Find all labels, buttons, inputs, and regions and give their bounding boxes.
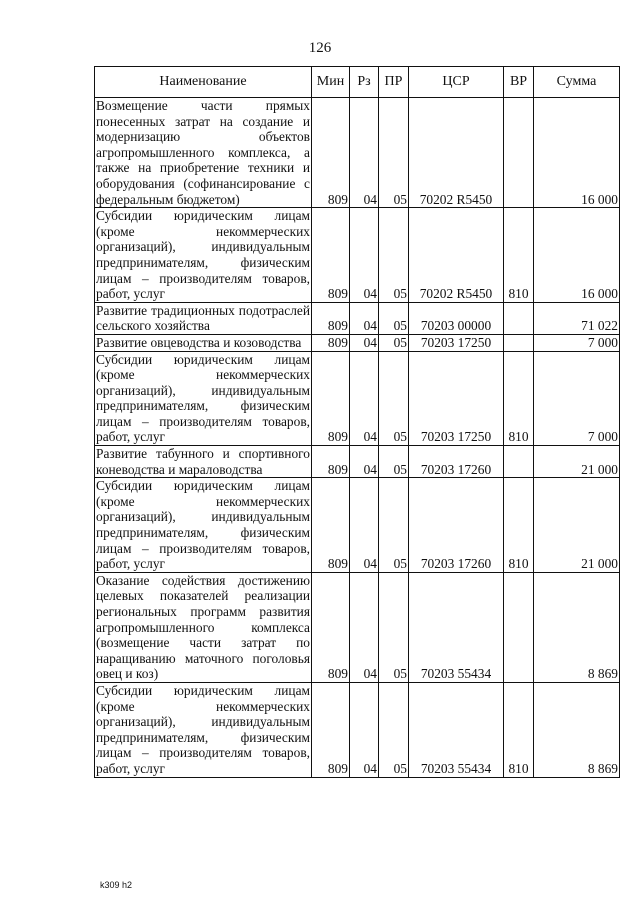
row-rz: 04 — [350, 572, 379, 682]
row-sum: 7 000 — [534, 334, 620, 351]
row-csr: 70203 00000 — [409, 302, 504, 334]
row-rz: 04 — [350, 446, 379, 478]
row-sum: 16 000 — [534, 208, 620, 303]
row-name: Развитие овцеводства и козоводства — [95, 334, 312, 351]
row-rz: 04 — [350, 334, 379, 351]
row-rz: 04 — [350, 98, 379, 208]
row-csr: 70203 17250 — [409, 334, 504, 351]
row-min: 809 — [312, 682, 350, 777]
row-vr: 810 — [504, 682, 534, 777]
row-name: Развитие традиционных подотраслей сельского хозяйства — [96, 302, 310, 334]
row-min: 809 — [312, 446, 350, 478]
table-row — [95, 208, 620, 303]
row-min: 809 — [312, 351, 350, 446]
row-rz: 04 — [350, 682, 379, 777]
row-csr: 70203 17260 — [409, 446, 504, 478]
row-pr: 05 — [379, 478, 409, 573]
row-pr: 05 — [379, 208, 409, 303]
row-name: Субсидии юридическим лицам (кроме некоммерческих организаций), индивидуальным предпринимателям, физическим лицам – производителям товаров, работ, услуг — [96, 682, 310, 776]
row-name: Оказание содействия достижению целевых показателей реализации региональных программ развития агропромышленного комплекса (возмещение части затрат по наращиванию маточного поголовья овец и коз) — [96, 572, 310, 682]
row-csr: 70203 55434 — [409, 682, 504, 777]
table-row — [95, 572, 620, 682]
table-row — [95, 302, 620, 334]
row-name: Субсидии юридическим лицам (кроме некоммерческих организаций), индивидуальным предпринимателям, физическим лицам – производителям товаров, работ, услуг — [96, 208, 310, 302]
row-name: Развитие табунного и спортивного коневодства и мараловодства — [96, 446, 310, 477]
header-rz: Рз — [350, 67, 379, 98]
row-sum: 21 000 — [534, 478, 620, 573]
row-pr: 05 — [379, 446, 409, 478]
footer-code: k309 h2 — [100, 880, 133, 890]
row-sum: 7 000 — [534, 351, 620, 446]
row-min: 809 — [312, 478, 350, 573]
row-name: Возмещение части прямых понесенных затрат на создание и модернизацию объектов агропромышленного комплекса, а также на приобретение техники и оборудования (софинансирование с федеральным бюджетом) — [96, 98, 310, 207]
row-pr: 05 — [379, 572, 409, 682]
header-name: Наименование — [95, 67, 312, 98]
table-row — [95, 351, 620, 446]
row-rz: 04 — [350, 208, 379, 303]
row-pr: 05 — [379, 334, 409, 351]
row-pr: 05 — [379, 302, 409, 334]
row-vr: 810 — [504, 351, 534, 446]
row-pr: 05 — [379, 682, 409, 777]
row-pr: 05 — [379, 98, 409, 208]
table-row — [95, 682, 620, 777]
row-sum: 16 000 — [534, 98, 620, 208]
row-csr: 70202 R5450 — [409, 98, 504, 208]
budget-table — [94, 66, 620, 778]
row-min: 809 — [312, 302, 350, 334]
header-row — [95, 67, 620, 98]
header-pr: ПР — [379, 67, 409, 98]
row-csr: 70203 17260 — [409, 478, 504, 573]
row-sum: 8 869 — [534, 682, 620, 777]
row-min: 809 — [312, 208, 350, 303]
row-csr: 70203 17250 — [409, 351, 504, 446]
row-rz: 04 — [350, 478, 379, 573]
row-vr — [504, 98, 534, 208]
row-name: Субсидии юридическим лицам (кроме некоммерческих организаций), индивидуальным предпринимателям, физическим лицам – производителям товаров, работ, услуг — [96, 478, 310, 572]
table-row — [95, 98, 620, 208]
header-sum: Сумма — [534, 67, 620, 98]
table-row — [95, 334, 620, 351]
row-rz: 04 — [350, 351, 379, 446]
row-rz: 04 — [350, 302, 379, 334]
row-pr: 05 — [379, 351, 409, 446]
row-min: 809 — [312, 98, 350, 208]
row-vr — [504, 334, 534, 351]
row-csr: 70203 55434 — [409, 572, 504, 682]
row-vr — [504, 572, 534, 682]
row-sum: 71 022 — [534, 302, 620, 334]
header-vr: ВР — [504, 67, 534, 98]
header-csr: ЦСР — [409, 67, 504, 98]
row-min: 809 — [312, 334, 350, 351]
row-vr — [504, 302, 534, 334]
row-csr: 70202 R5450 — [409, 208, 504, 303]
row-sum: 8 869 — [534, 572, 620, 682]
row-sum: 21 000 — [534, 446, 620, 478]
row-vr — [504, 446, 534, 478]
table-row — [95, 478, 620, 573]
row-vr: 810 — [504, 478, 534, 573]
table-row — [95, 446, 620, 478]
row-vr: 810 — [504, 208, 534, 303]
row-name: Субсидии юридическим лицам (кроме некоммерческих организаций), индивидуальным предпринимателям, физическим лицам – производителям товаров, работ, услуг — [96, 351, 310, 445]
header-min: Мин — [312, 67, 350, 98]
row-min: 809 — [312, 572, 350, 682]
page-number: 126 — [308, 40, 332, 56]
